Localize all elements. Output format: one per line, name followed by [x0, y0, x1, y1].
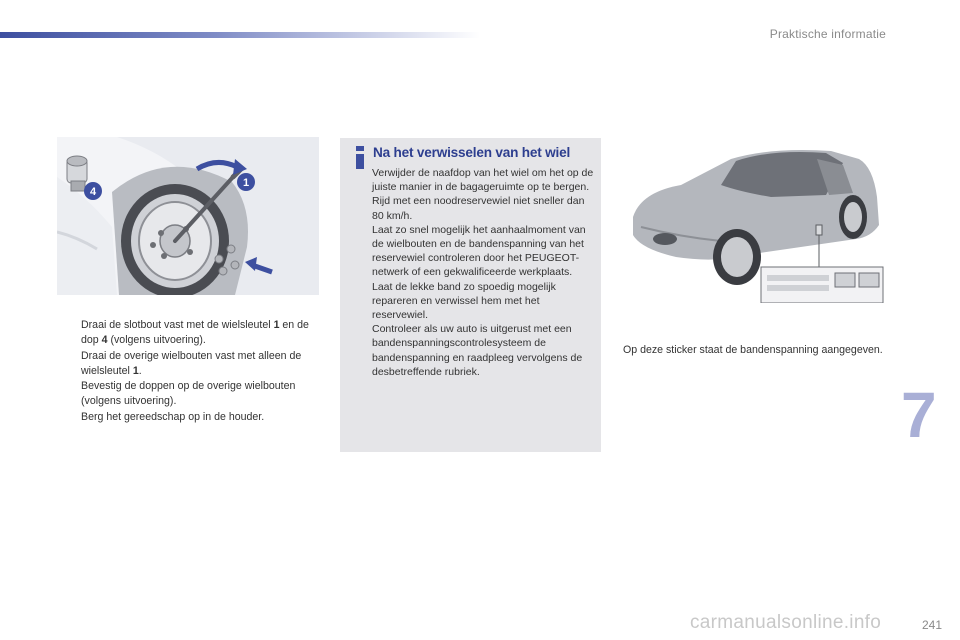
svg-text:4: 4 — [89, 186, 97, 198]
svg-text:1: 1 — [242, 177, 250, 189]
callout-cap — [84, 182, 102, 200]
chapter-number: 7 — [901, 379, 937, 451]
info-icon — [353, 145, 367, 169]
car-caption: Op deze sticker staat de bandenspanning aangegeven. — [623, 344, 883, 356]
wheel-bolt-illustration — [57, 137, 319, 295]
callout-key — [237, 173, 255, 191]
info-box — [340, 138, 601, 452]
car-sticker-illustration — [621, 137, 884, 303]
step-item: Draai de overige wielbouten vast met alleen de wielsleutel 1. — [81, 349, 302, 377]
car-illustration-svg — [621, 137, 884, 303]
step-item: Berg het gereedschap op in de houder. — [81, 410, 265, 423]
wheel-illustration-svg — [57, 137, 319, 295]
watermark: carmanualsonline.info — [690, 612, 882, 633]
section-title: Praktische informatie — [769, 27, 886, 41]
info-box-text: Verwijder de naafdop van het wiel om het op de juiste manier in de bagageruimte op te bergen. Rijd met een noodreservewiel niet sneller dan 80 km/h. Laat zo snel mogelijk het aanhaalmoment van de wielbouten en de bandenspanning van het reservewiel controleren door het PEUGEOT-netwerk of een gekwalificeerde werkplaats. Laat de lekke band zo spoedig mogelijk repareren en verwissel hem met het reservewiel. Controleer als uw auto is uitgerust met een bandenspanningscontrolesysteem de bandenspanning en raadpleeg vervolgens de desbetreffende rubriek. — [372, 167, 594, 378]
step-item: Bevestig de doppen op de overige wielbouten (volgens uitvoering). — [81, 380, 296, 408]
procedure-steps — [61, 318, 321, 425]
info-box-title: Na het verwisselen van het wiel — [373, 145, 571, 160]
page-number: 241 — [921, 618, 942, 632]
step-item: Draai de slotbout vast met de wielsleutel 1 en de dop 4 (volgens uitvoering). — [81, 319, 309, 347]
header-gradient-bar — [0, 32, 480, 38]
